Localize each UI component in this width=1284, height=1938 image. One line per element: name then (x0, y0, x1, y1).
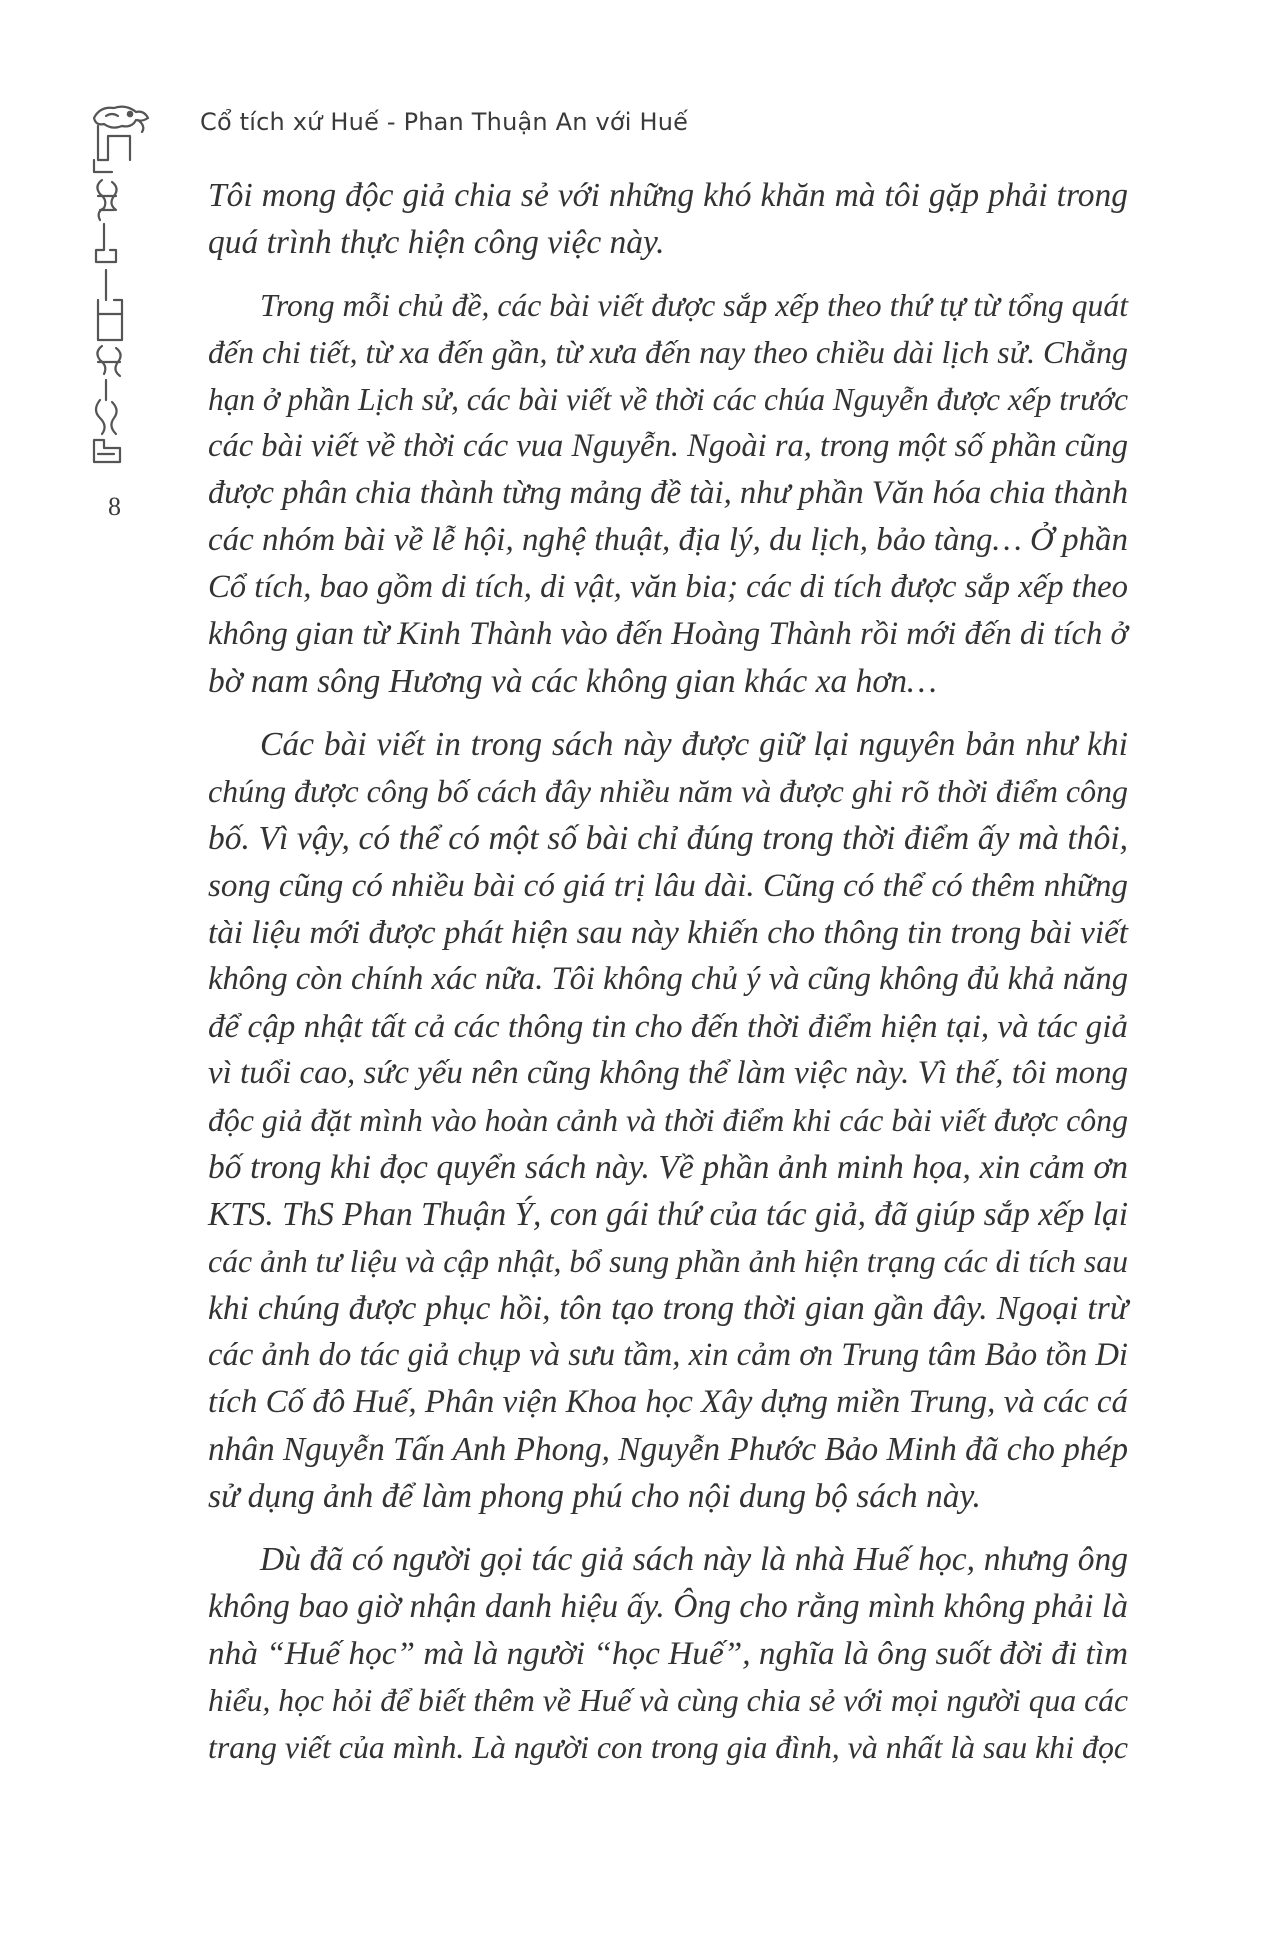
text-line: KTS. ThS Phan Thuận Ý, con gái thứ của tác giả, đã giúp sắp xếp lại (208, 1196, 1128, 1233)
text-line: được phân chia thành từng mảng đề tài, như phần Văn hóa chia thành (208, 475, 1128, 511)
text-line: các ảnh tư liệu và cập nhật, bổ sung phần ảnh hiện trạng các di tích sau (208, 1244, 1128, 1279)
paragraph (208, 1536, 1128, 1771)
text-line: song cũng có nhiều bài có giá trị lâu dài. Cũng có thể có thêm những (208, 867, 1128, 904)
text-line: hiểu, học hỏi để biết thêm về Huế và cùng chia sẻ với mọi người qua các (208, 1683, 1128, 1718)
text-line: nhân Nguyễn Tấn Anh Phong, Nguyễn Phước Bảo Minh đã cho phép (208, 1431, 1128, 1468)
running-header: Cổ tích xứ Huế - Phan Thuận An với Huế (200, 108, 689, 136)
text-line: bố trong khi đọc quyển sách này. Về phần ảnh minh họa, xin cảm ơn (208, 1149, 1128, 1186)
text-line: hạn ở phần Lịch sử, các bài viết về thời các chúa Nguyễn được xếp trước (208, 382, 1128, 417)
paragraph (208, 721, 1128, 1520)
text-line: Dù đã có người gọi tác giả sách này là nhà Huế học, nhưng ông (260, 1541, 1128, 1578)
text-line: đến chi tiết, từ xa đến gần, từ xưa đến nay theo chiều dài lịch sử. Chẳng (208, 335, 1128, 370)
text-line: để cập nhật tất cả các thông tin cho đến thời điểm hiện tại, và tác giả (208, 1008, 1128, 1045)
text-line: không bao giờ nhận danh hiệu ấy. Ông cho rằng mình không phải là (208, 1588, 1128, 1625)
text-line: khi chúng được phục hồi, tôn tạo trong thời gian gần đây. Ngoại trừ (208, 1290, 1128, 1327)
page-number: 8 (108, 492, 121, 521)
text-line: Tôi mong độc giả chia sẻ với những khó khăn mà tôi gặp phải trong (208, 177, 1128, 214)
dragon-column-ornament-icon (86, 100, 156, 470)
text-line: quá trình thực hiện công việc này. (208, 224, 665, 261)
body-text (208, 172, 1128, 1787)
text-line: không còn chính xác nữa. Tôi không chủ ý và cũng không đủ khả năng (208, 961, 1128, 997)
text-line: nhà “Huế học” mà là người “học Huế”, nghĩa là ông suốt đời đi tìm (208, 1635, 1128, 1672)
text-line: không gian từ Kinh Thành vào đến Hoàng Thành rồi mới đến di tích ở (208, 616, 1128, 652)
text-line: Trong mỗi chủ đề, các bài viết được sắp xếp theo thứ tự từ tổng quát (260, 288, 1128, 323)
text-line: sử dụng ảnh để làm phong phú cho nội dung bộ sách này. (208, 1478, 981, 1515)
paragraph (208, 172, 1128, 266)
text-line: Cổ tích, bao gồm di tích, di vật, văn bia; các di tích được sắp xếp theo (208, 569, 1128, 605)
text-line: bờ nam sông Hương và các không gian khác xa hơn… (208, 663, 937, 700)
text-line: các bài viết về thời các vua Nguyễn. Ngoài ra, trong một số phần cũng (208, 428, 1128, 464)
text-line: tài liệu mới được phát hiện sau này khiến cho thông tin trong bài viết (208, 914, 1128, 951)
text-line: các ảnh do tác giả chụp và sưu tầm, xin cảm ơn Trung tâm Bảo tồn Di (208, 1337, 1128, 1373)
text-line: tích Cố đô Huế, Phân viện Khoa học Xây dựng miền Trung, và các cá (208, 1384, 1128, 1420)
text-line: vì tuổi cao, sức yếu nên cũng không thể làm việc này. Vì thế, tôi mong (208, 1055, 1128, 1091)
text-line: Các bài viết in trong sách này được giữ lại nguyên bản như khi (260, 726, 1128, 763)
text-line: các nhóm bài về lễ hội, nghệ thuật, địa lý, du lịch, bảo tàng… Ở phần (208, 522, 1128, 558)
paragraph (208, 282, 1128, 705)
text-line: độc giả đặt mình vào hoàn cảnh và thời điểm khi các bài viết được công (208, 1103, 1128, 1138)
text-line: trang viết của mình. Là người con trong gia đình, và nhất là sau khi đọc (208, 1730, 1128, 1765)
text-line: bố. Vì vậy, có thể có một số bài chỉ đúng trong thời điểm ấy mà thôi, (208, 820, 1128, 857)
text-line: chúng được công bố cách đây nhiều năm và được ghi rõ thời điểm công (208, 774, 1128, 809)
